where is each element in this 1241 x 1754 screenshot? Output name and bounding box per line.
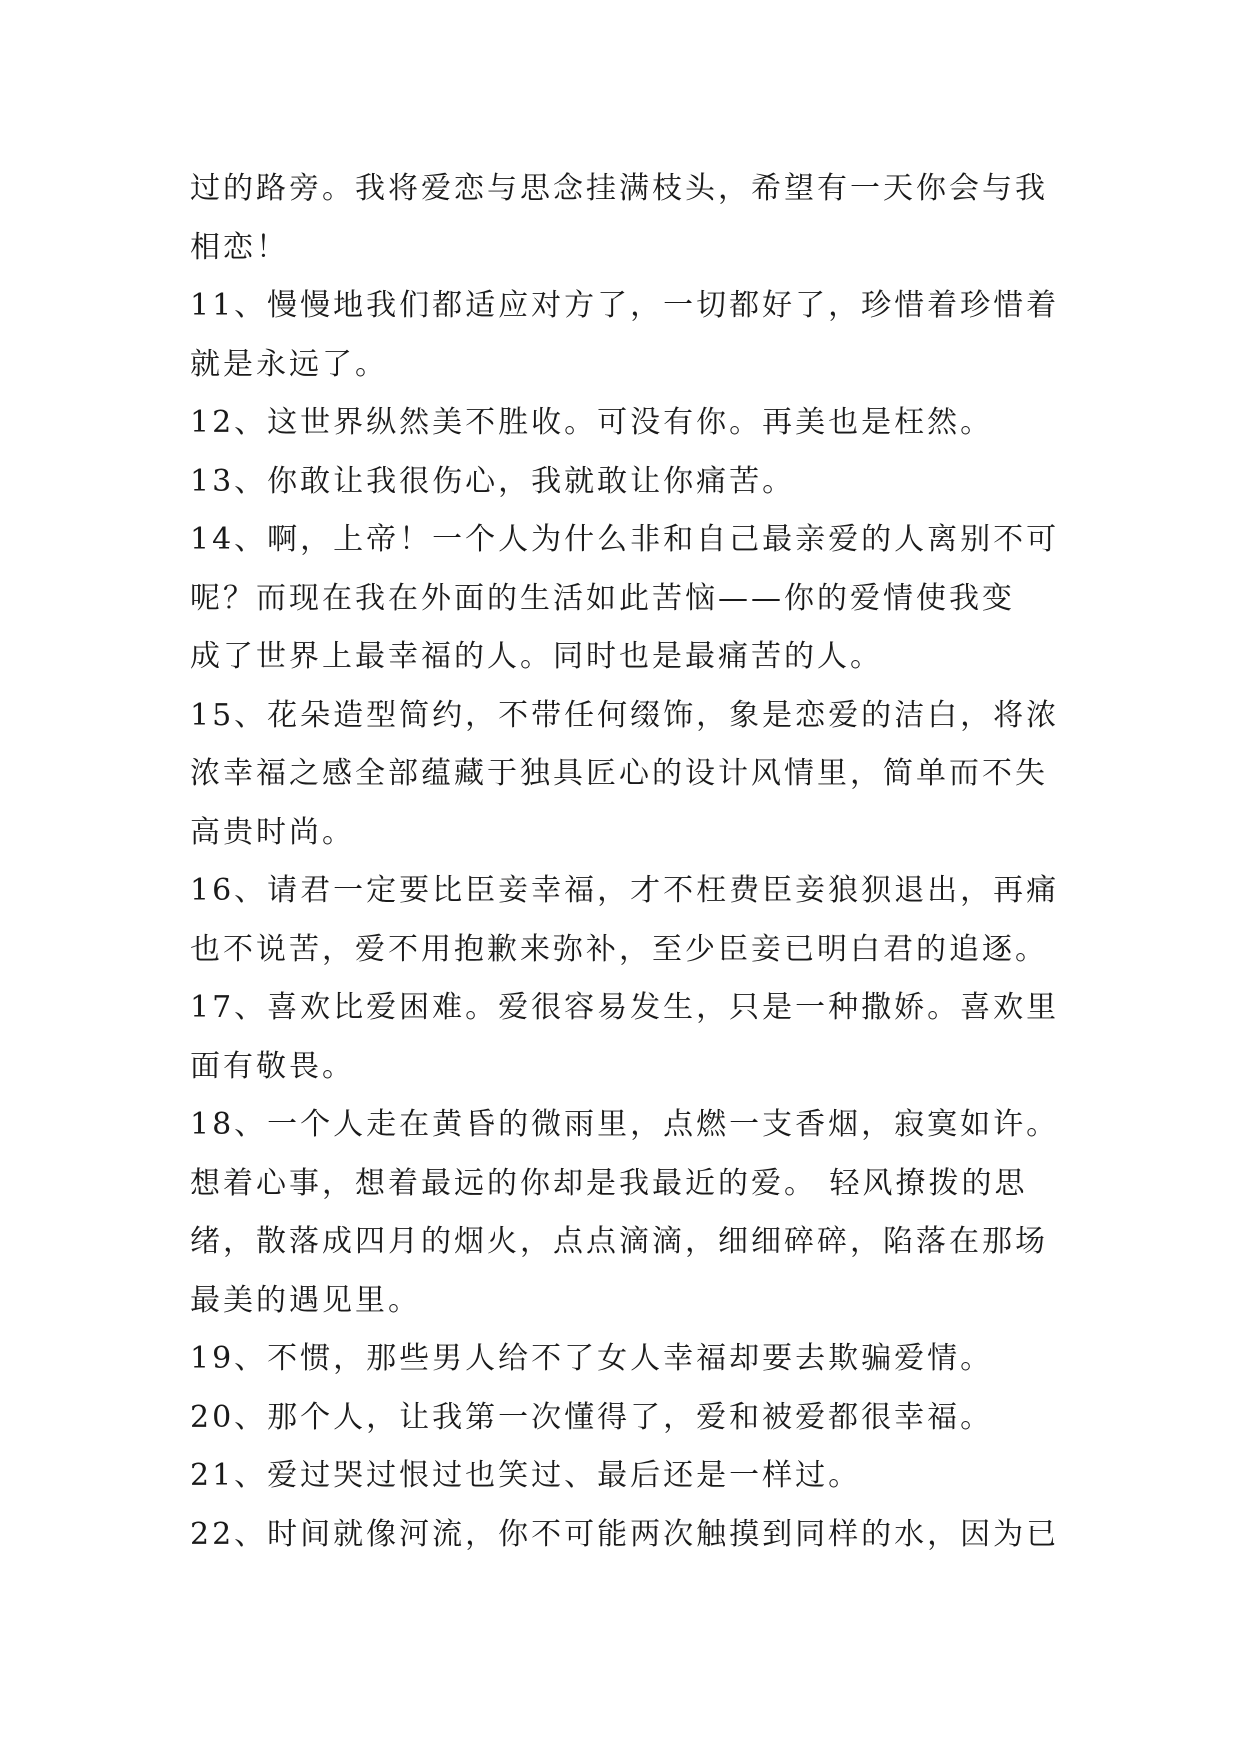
text-line: 成了世界上最幸福的人。同时也是最痛苦的人。 (190, 639, 883, 674)
text-line: 21、爱过哭过恨过也笑过、最后还是一样过。 (190, 1458, 862, 1493)
text-line: 15、花朵造型简约，不带任何缀饰，象是恋爱的洁白，将浓 (190, 697, 1060, 733)
text-line: 相恋！ (190, 229, 289, 265)
text-line: 过的路旁。我将爱恋与思念挂满枝头，希望有一天你会与我 (190, 171, 1048, 206)
text-line: 面有敬畏。 (190, 1048, 355, 1084)
text-line: 也不说苦，爱不用抱歉来弥补，至少臣妾已明白君的追逐。 (190, 931, 1048, 967)
text-line: 11、慢慢地我们都适应对方了，一切都好了，珍惜着珍惜着 (190, 288, 1060, 323)
text-line: 绪，散落成四月的烟火，点点滴滴，细细碎碎，陷落在那场 (190, 1224, 1048, 1259)
text-line: 14、啊，上帝！一个人为什么非和自己最亲爱的人离别不可 (190, 522, 1060, 557)
text-line: 最美的遇见里。 (190, 1282, 421, 1318)
text-line: 18、一个人走在黄昏的微雨里，点燃一支香烟，寂寞如许。 (190, 1107, 1060, 1142)
text-line: 22、时间就像河流，你不可能两次触摸到同样的水，因为已 (190, 1516, 1060, 1552)
text-line: 16、请君一定要比臣妾幸福，才不枉费臣妾狼狈退出，再痛 (190, 873, 1060, 908)
text-body (190, 160, 1080, 1564)
text-line: 17、喜欢比爱困难。爱很容易发生，只是一种撒娇。喜欢里 (190, 990, 1060, 1025)
text-line: 呢？而现在我在外面的生活如此苦恼——你的爱情使我变 (190, 580, 1015, 616)
text-line: 浓幸福之感全部蕴藏于独具匠心的设计风情里，简单而不失 (190, 756, 1048, 791)
text-line: 19、不惯，那些男人给不了女人幸福却要去欺骗爱情。 (190, 1341, 994, 1376)
text-line: 12、这世界纵然美不胜收。可没有你。再美也是枉然。 (190, 405, 994, 440)
text-line: 20、那个人，让我第一次懂得了，爱和被爱都很幸福。 (190, 1399, 994, 1435)
text-line: 想着心事，想着最远的你却是我最近的爱。 轻风撩拨的思 (190, 1165, 1028, 1201)
text-line: 13、你敢让我很伤心，我就敢让你痛苦。 (190, 463, 796, 499)
text-line: 就是永远了。 (190, 346, 388, 382)
text-line: 高贵时尚。 (190, 814, 355, 850)
